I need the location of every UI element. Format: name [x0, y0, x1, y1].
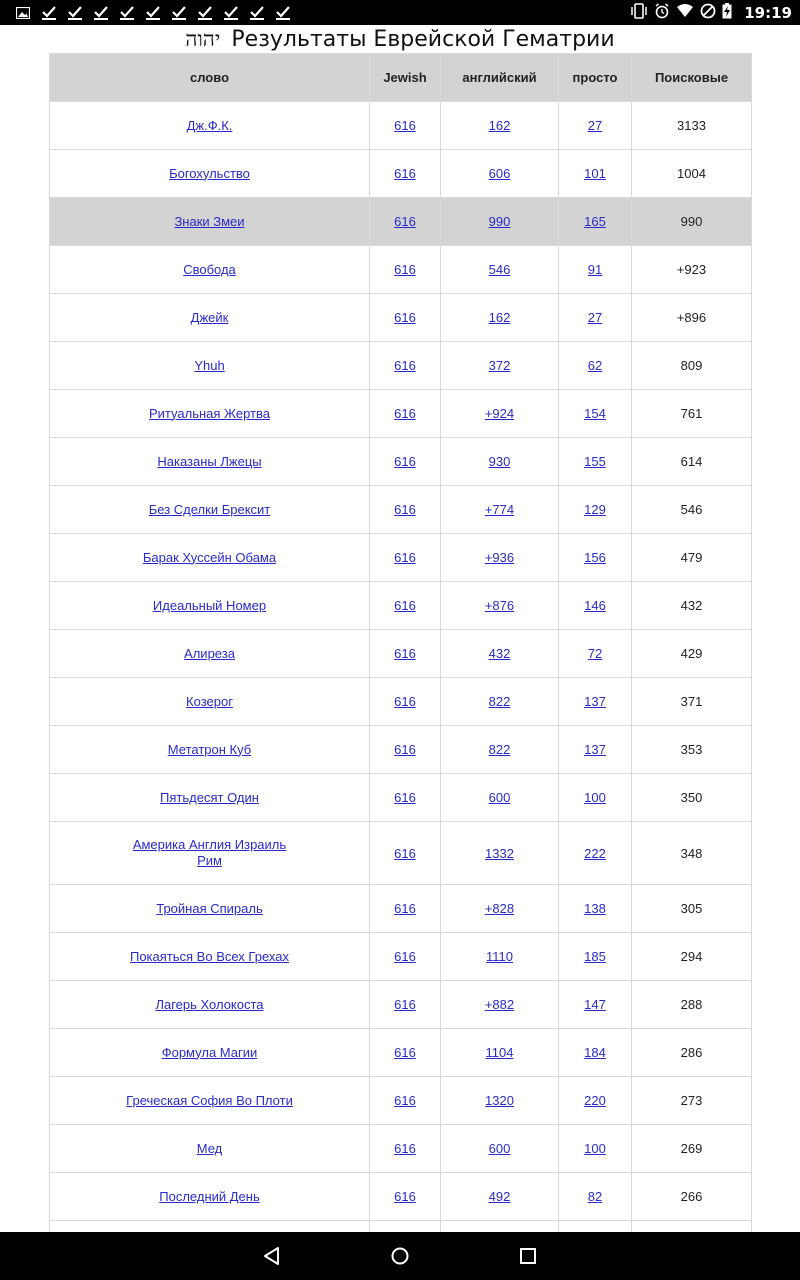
word-link[interactable]: Богохульство	[169, 165, 250, 181]
table-cell-word	[50, 630, 370, 678]
table-cell-simple	[559, 294, 632, 342]
table-cell-simple	[559, 1173, 632, 1221]
back-triangle-icon	[262, 1246, 282, 1266]
table-cell-simple	[559, 438, 632, 486]
jewish-value-link[interactable]: 616	[394, 742, 416, 757]
jewish-value-link[interactable]: 616	[394, 1141, 416, 1156]
do-not-disturb-icon	[700, 3, 716, 23]
table-cell-simple	[559, 678, 632, 726]
table-cell-word	[50, 246, 370, 294]
english-value-link[interactable]: +924	[484, 406, 515, 421]
table-row	[50, 1029, 752, 1077]
english-value-link[interactable]: 1320	[485, 1093, 514, 1108]
table-cell-word	[50, 933, 370, 981]
notification-icons	[10, 0, 296, 25]
vibrate-icon	[630, 3, 648, 23]
home-circle-icon	[390, 1246, 410, 1266]
table-row	[50, 486, 752, 534]
table-row	[50, 1125, 752, 1173]
column-header-jewish[interactable]: Jewish	[370, 54, 441, 102]
jewish-value-link[interactable]: 616	[394, 845, 416, 861]
simple-value-link[interactable]: 220	[584, 1093, 606, 1108]
recents-button[interactable]	[498, 1232, 558, 1280]
english-value-link[interactable]: +828	[484, 901, 515, 916]
table-cell-simple	[559, 981, 632, 1029]
table-cell-jewish	[370, 678, 441, 726]
table-cell-simple	[559, 630, 632, 678]
table-cell-word	[50, 294, 370, 342]
search-count: +923	[676, 262, 707, 277]
english-value-link[interactable]: 822	[488, 694, 511, 709]
simple-value-link[interactable]: 91	[587, 262, 603, 277]
download-done-icon	[62, 0, 88, 25]
table-row	[50, 678, 752, 726]
table-cell-simple	[559, 774, 632, 822]
table-cell-searches	[632, 102, 752, 150]
table-cell-jewish	[370, 774, 441, 822]
table-cell-english	[441, 342, 559, 390]
simple-value-link[interactable]: 147	[584, 997, 606, 1012]
table-cell-simple	[559, 1077, 632, 1125]
table-cell-word	[50, 438, 370, 486]
table-cell-english	[441, 390, 559, 438]
table-row	[50, 246, 752, 294]
table-cell-searches	[632, 534, 752, 582]
table-cell-english	[441, 438, 559, 486]
status-bar	[0, 0, 800, 25]
table-cell-jewish	[370, 1077, 441, 1125]
english-value-link[interactable]: 546	[488, 262, 511, 277]
word-link[interactable]: Козерог	[186, 693, 233, 709]
search-count: 353	[680, 742, 703, 757]
page-title	[0, 25, 800, 54]
table-row	[50, 102, 752, 150]
table-row	[50, 774, 752, 822]
table-cell-english	[441, 822, 559, 885]
english-value-link[interactable]: 1104	[485, 1045, 514, 1060]
simple-value-link[interactable]: 185	[584, 949, 606, 964]
download-done-icon	[192, 0, 218, 25]
download-done-icon	[218, 0, 244, 25]
jewish-value-link[interactable]: 616	[394, 1093, 416, 1108]
word-link[interactable]: Покаяться Во Всех Грехах	[129, 948, 289, 964]
table-cell-english	[441, 582, 559, 630]
table-cell-english	[441, 102, 559, 150]
search-count: 429	[680, 646, 703, 661]
word-link[interactable]: Метатрон Куб	[167, 741, 252, 757]
wifi-icon	[676, 3, 694, 22]
table-cell-jewish	[370, 534, 441, 582]
table-body	[50, 102, 752, 1233]
table-cell-simple	[559, 390, 632, 438]
jewish-value-link[interactable]: 616	[394, 406, 416, 421]
table-cell-jewish	[370, 726, 441, 774]
jewish-value-link[interactable]: 616	[394, 1189, 416, 1204]
table-cell-searches	[632, 678, 752, 726]
table-cell-simple	[559, 150, 632, 198]
search-count: 286	[680, 1045, 703, 1060]
table-cell-jewish	[370, 486, 441, 534]
table-cell-searches	[632, 981, 752, 1029]
search-count: 546	[680, 502, 703, 517]
table-cell-english	[441, 1173, 559, 1221]
table-cell-jewish	[370, 933, 441, 981]
jewish-value-link[interactable]: 616	[394, 997, 416, 1012]
table-cell-english	[441, 1125, 559, 1173]
table-cell-jewish	[370, 582, 441, 630]
table-cell-jewish	[370, 1173, 441, 1221]
table-row	[50, 885, 752, 933]
table-cell-jewish	[370, 1221, 441, 1233]
search-count: 3133	[677, 118, 706, 133]
table-cell-word	[50, 582, 370, 630]
word-link[interactable]: Ритуальная Жертва	[149, 405, 270, 421]
home-button[interactable]	[370, 1232, 430, 1280]
table-cell-searches	[632, 885, 752, 933]
table-cell-word	[50, 726, 370, 774]
table-cell-word	[50, 1221, 370, 1233]
search-count: 761	[680, 406, 703, 421]
search-count: 432	[680, 598, 703, 613]
simple-value-link[interactable]: 156	[584, 550, 606, 565]
simple-value-link[interactable]: 27	[587, 118, 603, 133]
alarm-icon	[654, 3, 670, 23]
download-done-icon	[270, 0, 296, 25]
table-cell-word	[50, 981, 370, 1029]
table-cell-english	[441, 981, 559, 1029]
english-value-link[interactable]: 162	[488, 310, 511, 325]
table-cell-simple	[559, 198, 632, 246]
table-row	[50, 933, 752, 981]
table-cell-english	[441, 486, 559, 534]
search-count: 269	[680, 1141, 703, 1156]
table-row	[50, 534, 752, 582]
table-cell-simple	[559, 486, 632, 534]
back-button[interactable]	[242, 1232, 302, 1280]
english-value-link[interactable]: 372	[488, 358, 511, 373]
simple-value-link[interactable]: 129	[584, 502, 606, 517]
table-row	[50, 390, 752, 438]
table-cell-searches	[632, 1173, 752, 1221]
column-header-word[interactable]: слово	[50, 54, 370, 102]
jewish-value-link[interactable]: 616	[394, 1045, 416, 1060]
table-cell-word	[50, 1029, 370, 1077]
search-count: 479	[680, 550, 703, 565]
table-cell-english	[441, 1221, 559, 1233]
search-count: 305	[680, 901, 703, 916]
word-link[interactable]: Греческая София Во Плоти	[126, 1092, 293, 1108]
table-cell-searches	[632, 1221, 752, 1233]
search-count: 809	[680, 358, 703, 373]
hebrew-name: יהוה	[185, 27, 221, 51]
table-cell-simple	[559, 726, 632, 774]
search-count: +896	[676, 310, 707, 325]
table-row	[50, 582, 752, 630]
table-cell-english	[441, 630, 559, 678]
table-cell-simple	[559, 582, 632, 630]
table-cell-english	[441, 294, 559, 342]
table-cell-word	[50, 774, 370, 822]
simple-value-link[interactable]: 27	[587, 310, 603, 325]
table-cell-jewish	[370, 390, 441, 438]
table-cell-searches	[632, 246, 752, 294]
english-value-link[interactable]: 492	[488, 1189, 511, 1204]
jewish-value-link[interactable]: 616	[394, 790, 416, 805]
table-cell-word	[50, 1077, 370, 1125]
results-table	[49, 53, 752, 1232]
table-cell-word	[50, 102, 370, 150]
word-link[interactable]: Свобода	[183, 261, 236, 277]
table-cell-simple	[559, 885, 632, 933]
english-value-link[interactable]: 162	[488, 118, 511, 133]
page-header	[0, 25, 800, 55]
simple-value-link[interactable]: 154	[584, 406, 606, 421]
table-cell-english	[441, 534, 559, 582]
english-value-link[interactable]: 432	[488, 646, 511, 661]
word-link[interactable]: Yhuh	[194, 357, 225, 373]
jewish-value-link[interactable]: 616	[394, 901, 416, 916]
table-cell-simple	[559, 342, 632, 390]
simple-value-link[interactable]: 155	[584, 454, 606, 469]
table-row	[50, 1173, 752, 1221]
table-cell-english	[441, 246, 559, 294]
table-header-row	[50, 54, 752, 102]
word-link[interactable]: Джейк	[190, 309, 229, 325]
word-link[interactable]: Барак Хуссейн Обама	[142, 549, 277, 565]
table-cell-jewish	[370, 246, 441, 294]
english-value-link[interactable]: 600	[488, 790, 511, 805]
table-row	[50, 150, 752, 198]
jewish-value-link[interactable]: 616	[394, 646, 416, 661]
table-row	[50, 1221, 752, 1233]
table-cell-searches	[632, 822, 752, 885]
table-cell-english	[441, 150, 559, 198]
table-cell-jewish	[370, 102, 441, 150]
word-link[interactable]: Без Сделки Брексит	[148, 501, 271, 517]
jewish-value-link[interactable]: 616	[394, 550, 416, 565]
word-link[interactable]: Дж.Ф.К.	[186, 117, 233, 133]
english-value-link[interactable]: 606	[488, 166, 511, 181]
clock: 19:19	[744, 3, 792, 22]
table-cell-jewish	[370, 150, 441, 198]
table-cell-simple	[559, 1125, 632, 1173]
jewish-value-link[interactable]: 616	[394, 262, 416, 277]
english-value-link[interactable]: 1332	[485, 845, 514, 861]
english-value-link[interactable]: 930	[488, 454, 511, 469]
table-cell-english	[441, 1029, 559, 1077]
column-header-simple[interactable]: просто	[559, 54, 632, 102]
download-done-icon	[114, 0, 140, 25]
table-cell-english	[441, 933, 559, 981]
english-value-link[interactable]: +936	[484, 550, 515, 565]
english-value-link[interactable]: 990	[488, 214, 511, 229]
table-cell-jewish	[370, 885, 441, 933]
jewish-value-link[interactable]: 616	[394, 310, 416, 325]
table-cell-jewish	[370, 1029, 441, 1077]
table-cell-simple	[559, 1029, 632, 1077]
table-cell-simple	[559, 933, 632, 981]
column-header-searches[interactable]: Поисковые	[632, 54, 752, 102]
simple-value-link[interactable]: 137	[584, 742, 606, 757]
table-cell-english	[441, 678, 559, 726]
title-text: Результаты Еврейской Гематрии	[231, 27, 615, 52]
table-cell-simple	[559, 534, 632, 582]
word-link[interactable]: Лагерь Холокоста	[155, 996, 264, 1012]
jewish-value-link[interactable]: 616	[394, 358, 416, 373]
search-count: 1004	[677, 166, 706, 181]
table-cell-jewish	[370, 1125, 441, 1173]
table-cell-searches	[632, 933, 752, 981]
english-value-link[interactable]: +882	[484, 997, 515, 1012]
simple-value-link[interactable]: 100	[584, 790, 606, 805]
jewish-value-link[interactable]: 616	[394, 118, 416, 133]
table-cell-searches	[632, 294, 752, 342]
simple-value-link[interactable]: 82	[587, 1189, 603, 1204]
table-cell-simple	[559, 102, 632, 150]
word-link[interactable]: Последний День	[159, 1188, 260, 1204]
jewish-value-link[interactable]: 616	[394, 949, 416, 964]
battery-charging-icon	[722, 3, 732, 23]
search-count: 294	[680, 949, 703, 964]
search-count: 273	[680, 1093, 703, 1108]
table-cell-word	[50, 390, 370, 438]
search-count: 266	[680, 1189, 703, 1204]
table-cell-word	[50, 342, 370, 390]
table-cell-word	[50, 1173, 370, 1221]
simple-value-link[interactable]: 137	[584, 694, 606, 709]
jewish-value-link[interactable]: 616	[394, 166, 416, 181]
system-icons	[630, 0, 792, 25]
simple-value-link[interactable]: 165	[584, 214, 606, 229]
table-cell-english	[441, 774, 559, 822]
word-link[interactable]: Америка Англия Израиль Рим	[132, 837, 287, 868]
table-cell-word	[50, 150, 370, 198]
table-cell-english	[441, 198, 559, 246]
table-cell-searches	[632, 630, 752, 678]
jewish-value-link[interactable]: 616	[394, 598, 416, 613]
table-cell-simple	[559, 246, 632, 294]
table-cell-searches	[632, 1077, 752, 1125]
table-cell-searches	[632, 150, 752, 198]
table-cell-jewish	[370, 822, 441, 885]
word-link[interactable]: Пятьдесят Один	[160, 789, 259, 805]
table-cell-word	[50, 534, 370, 582]
word-link[interactable]: Знаки Змеи	[174, 213, 245, 229]
column-header-english[interactable]: английский	[441, 54, 559, 102]
table-cell-searches	[632, 390, 752, 438]
simple-value-link[interactable]: 62	[587, 358, 603, 373]
table-row	[50, 726, 752, 774]
simple-value-link[interactable]: 146	[584, 598, 606, 613]
image-notification-icon	[10, 0, 36, 25]
navigation-bar	[0, 1232, 800, 1280]
table-cell-word	[50, 486, 370, 534]
table-row	[50, 981, 752, 1029]
table-cell-searches	[632, 486, 752, 534]
table-row	[50, 1077, 752, 1125]
search-count: 614	[680, 454, 703, 469]
english-value-link[interactable]: +774	[484, 502, 515, 517]
search-count: 990	[680, 214, 703, 229]
english-value-link[interactable]: 600	[488, 1141, 511, 1156]
recents-square-icon	[518, 1246, 538, 1266]
simple-value-link[interactable]: 138	[584, 901, 606, 916]
simple-value-link[interactable]: 184	[584, 1045, 606, 1060]
table-row	[50, 342, 752, 390]
table-cell-simple	[559, 1221, 632, 1233]
simple-value-link[interactable]: 101	[584, 166, 606, 181]
jewish-value-link[interactable]: 616	[394, 454, 416, 469]
table-row	[50, 438, 752, 486]
table-cell-simple	[559, 822, 632, 885]
table-cell-word	[50, 198, 370, 246]
download-done-icon	[140, 0, 166, 25]
word-link[interactable]: Формула Магии	[161, 1044, 258, 1060]
table-cell-jewish	[370, 981, 441, 1029]
results-viewport[interactable]	[0, 53, 800, 1232]
jewish-value-link[interactable]: 616	[394, 502, 416, 517]
word-link[interactable]: Идеальный Номер	[152, 597, 267, 613]
table-cell-jewish	[370, 630, 441, 678]
download-done-icon	[36, 0, 62, 25]
table-cell-jewish	[370, 342, 441, 390]
table-cell-english	[441, 1077, 559, 1125]
table-row	[50, 822, 752, 885]
simple-value-link[interactable]: 72	[587, 646, 603, 661]
table-cell-jewish	[370, 438, 441, 486]
table-cell-jewish	[370, 198, 441, 246]
table-cell-english	[441, 726, 559, 774]
table-row	[50, 198, 752, 246]
table-row	[50, 294, 752, 342]
word-link[interactable]: Тройная Спираль	[156, 900, 263, 916]
table-cell-searches	[632, 342, 752, 390]
download-done-icon	[88, 0, 114, 25]
english-value-link[interactable]: +876	[484, 598, 515, 613]
table-cell-searches	[632, 726, 752, 774]
table-cell-searches	[632, 198, 752, 246]
table-cell-jewish	[370, 294, 441, 342]
english-value-link[interactable]: 1110	[486, 949, 513, 964]
table-cell-word	[50, 885, 370, 933]
table-cell-english	[441, 885, 559, 933]
table-cell-searches	[632, 1029, 752, 1077]
table-cell-word	[50, 1125, 370, 1173]
table-cell-searches	[632, 774, 752, 822]
search-count: 350	[680, 790, 703, 805]
search-count: 371	[680, 694, 703, 709]
search-count: 288	[680, 997, 703, 1012]
table-row	[50, 630, 752, 678]
jewish-value-link[interactable]: 616	[394, 694, 416, 709]
table-cell-searches	[632, 1125, 752, 1173]
word-link[interactable]: Алиреза	[184, 645, 235, 661]
table-cell-word	[50, 678, 370, 726]
table-cell-searches	[632, 438, 752, 486]
search-count: 348	[680, 845, 703, 861]
table-cell-word	[50, 822, 370, 885]
word-link[interactable]: Наказаны Лжецы	[157, 453, 262, 469]
jewish-value-link[interactable]: 616	[394, 214, 416, 229]
simple-value-link[interactable]: 100	[584, 1141, 606, 1156]
english-value-link[interactable]: 822	[488, 742, 511, 757]
simple-value-link[interactable]: 222	[584, 845, 606, 861]
download-done-icon	[166, 0, 192, 25]
download-done-icon	[244, 0, 270, 25]
word-link[interactable]: Мед	[196, 1140, 223, 1156]
table-cell-searches	[632, 582, 752, 630]
